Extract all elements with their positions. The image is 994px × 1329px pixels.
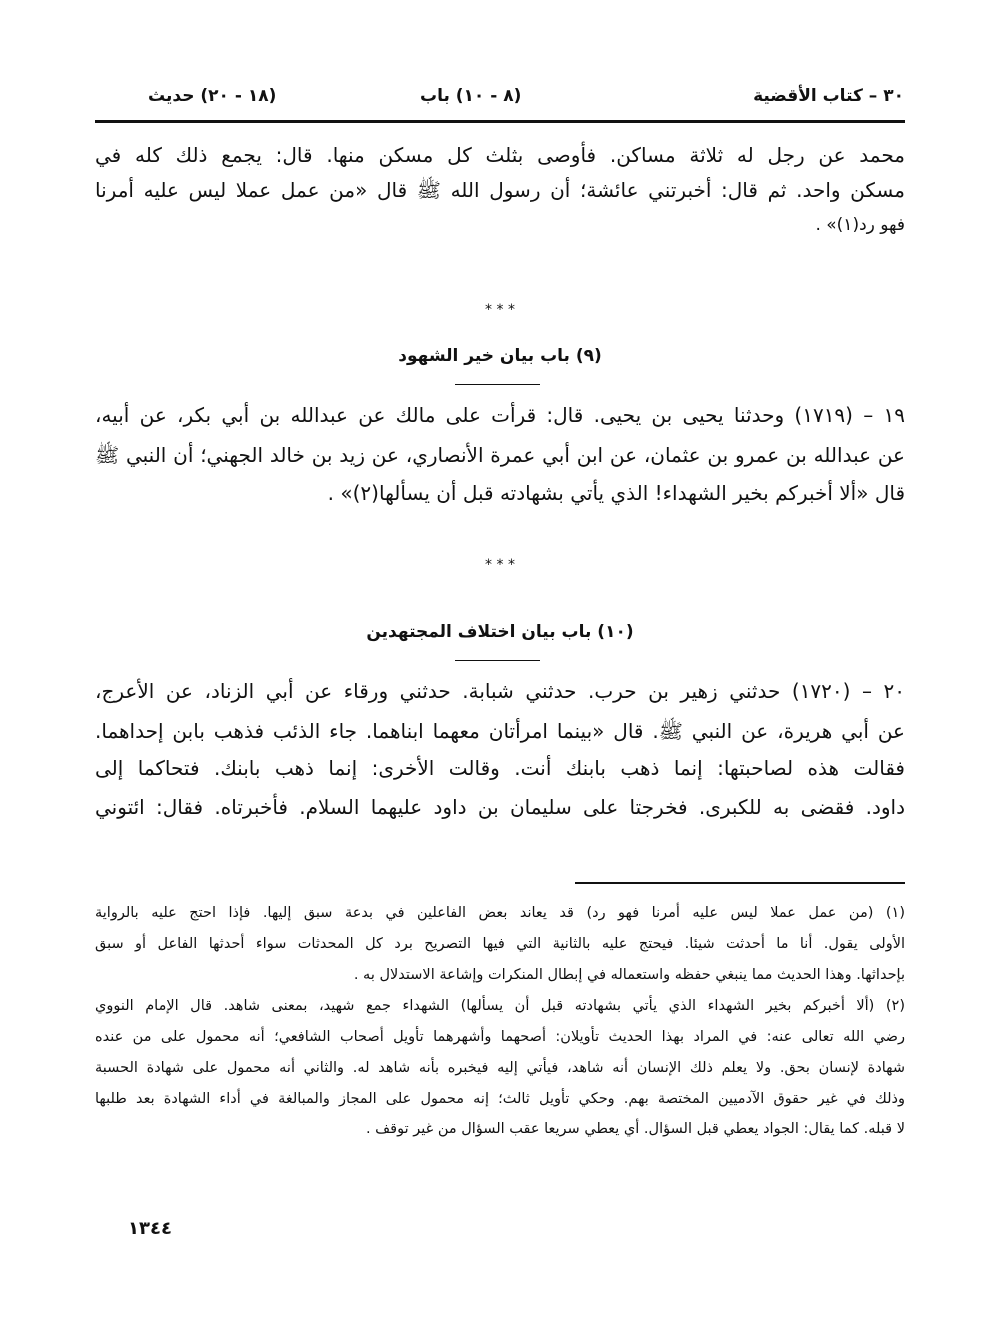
footnote-line: شهادة لإنسان بحق. ولا يعلم ذلك الإنسان أنه شاهد، فيأتي إليه فيخبره بأنه شاهد له. والثاني أنه محمول على شهادة الحسبة [95, 1060, 905, 1076]
hadith-19-line: عن عبدالله بن عمرو بن عثمان، عن ابن أبي عمرة الأنصاري، عن زيد بن خالد الجهني؛ أن النبي ﷺ [95, 443, 905, 467]
footnote-line: وذلك في غير حقوق الآدميين المختصة بهم. وحكي تأويل ثالث؛ إنه محمول على المجاز والمبالغة في أداء الشهادة بعد طلبها [95, 1091, 905, 1107]
chapter-9-title: (٩) باب بيان خير الشهود [398, 346, 602, 366]
hadith-20-line: داود. فقضى به للكبرى. فخرجتا على سليمان بن داود عليهما السلام. فأخبرتاه. فقال: ائتوني [95, 795, 905, 819]
title-rule [455, 660, 540, 661]
running-header-chapters: (٨ - ١٠) باب [420, 86, 522, 106]
footnote-line: (٢) (ألا أخبركم بخير الشهداء الذي يأتي بشهادته قبل أن يسألها) الشهداء جمع شهيد، بمعنى شاهد. قال الإمام النووي [95, 998, 905, 1014]
running-header-book: ٣٠ – كتاب الأقضية [753, 86, 904, 106]
footnote-line: لا قبله. كما يقال: الجواد يعطي قبل السؤال. أي يعطي سريعا عقب السؤال من غير توقف . [365, 1121, 905, 1137]
body-line: فهو رد(١)» . [815, 215, 905, 235]
body-line: مسكن واحد. ثم قال: أخبرتني عائشة؛ أن رسول الله ﷺ قال «من عمل عملا ليس عليه أمرنا [95, 178, 905, 202]
running-header-hadiths: (١٨ - ٢٠) حديث [148, 86, 277, 106]
section-separator: * * * [485, 557, 515, 573]
chapter-10-title: (١٠) باب بيان اختلاف المجتهدين [366, 622, 634, 642]
page-number: ١٣٤٤ [128, 1218, 172, 1239]
section-separator: * * * [485, 302, 515, 318]
footnote-line: رضي الله تعالى عنه: في المراد بهذا الحديث تأويلان: أصحهما وأشهرهما تأويل أصحاب الشافعي؛ أنه محمول على من عنده [95, 1029, 905, 1045]
footnote-line: (١) (من عمل عملا ليس عليه أمرنا فهو رد) قد يعاند بعض الفاعلين في بدعة سبق إليها. فإذا احتج عليه بالرواية [95, 905, 905, 921]
hadith-19-line: قال «ألا أخبركم بخير الشهداء! الذي يأتي بشهادته قبل أن يسألها(٢)» . [327, 481, 905, 505]
hadith-19-line: ١٩ – (١٧١٩) وحدثنا يحيى بن يحيى. قال: قرأت على مالك عن عبدالله بن أبي بكر، عن أبيه، [95, 403, 905, 427]
footnote-line: الأولى يقول. أنا ما أحدثت شيئا. فيحتج عليه بالثانية التي فيها التصريح برد كل المحدثات سواء أحدثها الفاعل أو سبق [95, 936, 905, 952]
footnote-line: بإحداثها. وهذا الحديث مما ينبغي حفظه واستعماله في إبطال المنكرات وإشاعة الاستدلال به . [353, 967, 905, 983]
hadith-20-line: عن أبي هريرة، عن النبي ﷺ. قال «بينما امرأتان معهما ابناهما. جاء الذئب فذهب بابن إحداهما. [95, 719, 905, 743]
hadith-20-line: فقالت هذه لصاحبتها: إنما ذهب بابنك أنت. وقالت الأخرى: إنما ذهب بابنك. فتحاكما إلى [95, 756, 905, 780]
footnote-rule [575, 882, 905, 884]
header-rule [95, 120, 905, 123]
title-rule [455, 384, 540, 385]
body-line: محمد عن رجل له ثلاثة مساكن. فأوصى بثلث كل مسكن منها. قال: يجمع ذلك كله في [95, 143, 905, 167]
hadith-20-line: ٢٠ – (١٧٢٠) حدثني زهير بن حرب. حدثني شبابة. حدثني ورقاء عن أبي الزناد، عن الأعرج، [95, 679, 905, 703]
